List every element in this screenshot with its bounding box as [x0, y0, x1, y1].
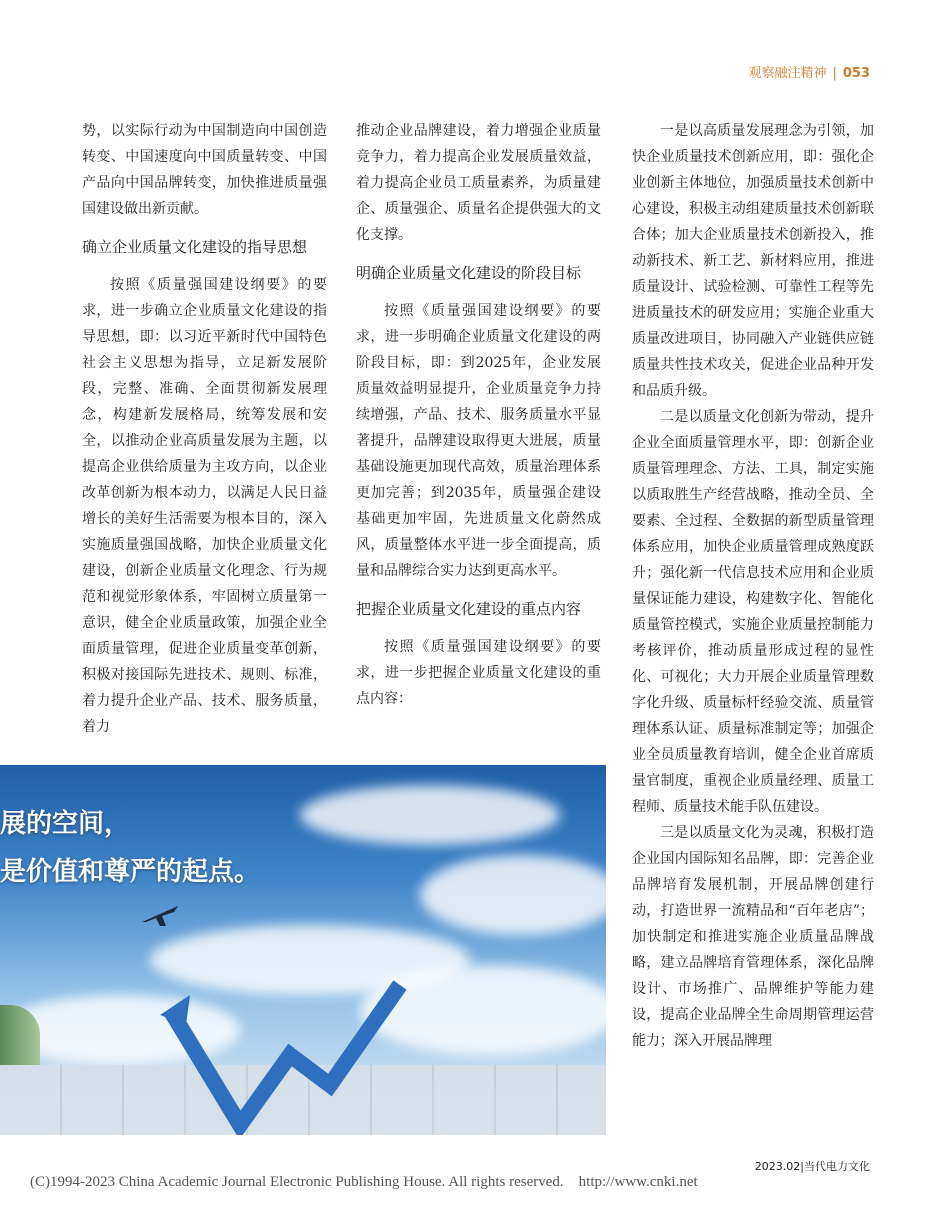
photo-slogan-line-2: 是价值和尊严的起点。 — [0, 857, 261, 887]
paragraph-point-2: 二是以质量文化创新为带动，提升企业全面质量管理水平，即：创新企业质量管理理念、方法、工具，制定实施以质取胜生产经营战略，推动全员、全要素、全过程、全数据的新型质量管理体系应用，加快企业质量管理成熟度跃升；强化新一代信息技术应用和企业质量保证能力建设，构建数字化、智能化质量管控模式，实施企业质量控制能力考核评价，推动质量形成过程的显性化、可视化；大力开展企业质量管理数字化升级、质量标杆经验交流、质量管理体系认证、质量标准制定等；加强企业全员质量教育培训，健全企业首席质量官制度，重视企业质量经理、质量工程师、质量技术能手队伍建设。 — [632, 409, 874, 815]
issue-info — [755, 1158, 870, 1174]
running-header — [748, 62, 870, 81]
subheading-guiding-ideology: 确立企业质量文化建设的指导思想 — [82, 238, 308, 256]
column-2 — [356, 118, 601, 712]
copyright-text: (C)1994-2023 China Academic Journal Electronic Publishing House. All rights reserved. — [30, 1174, 564, 1190]
growth-arrow-graphic — [90, 965, 420, 1135]
subheading-key-content: 把握企业质量文化建设的重点内容 — [356, 600, 582, 618]
paragraph-stage-goals: 按照《质量强国建设纲要》的要求，进一步明确企业质量文化建设的两阶段目标，即：到2025年，企业发展质量效益明显提升，企业质量竞争力持续增强，产品、技术、服务质量水平显著提升，品牌建设取得更大进展，质量基础设施更加现代高效，质量治理体系更加完善；到2035年，质量强企建设基础更加牢固，先进质量文化蔚然成风，质量整体水平进一步全面提高，质量和品牌综合实力达到更高水平。 — [356, 303, 601, 579]
column-1 — [82, 118, 327, 740]
paragraph-continued: 势，以实际行动为中国制造向中国创造转变、中国速度向中国质量转变、中国产品向中国品牌转变，加快推进质量强国建设做出新贡献。 — [82, 123, 327, 217]
column-3 — [632, 118, 874, 1054]
header-separator: | — [832, 66, 837, 81]
airplane-icon — [140, 900, 180, 930]
page-number: 053 — [842, 66, 870, 81]
sky-arrow-photo — [0, 765, 606, 1135]
issue-number: 2023.02 — [754, 1160, 801, 1173]
paragraph-key-content: 按照《质量强国建设纲要》的要求，进一步把握企业质量文化建设的重点内容： — [356, 639, 601, 707]
copyright-line — [30, 1174, 698, 1191]
subheading-stage-goals: 明确企业质量文化建设的阶段目标 — [356, 264, 582, 282]
section-name: 观察融注精神 — [748, 66, 827, 81]
paragraph-guiding-ideology: 按照《质量强国建设纲要》的要求，进一步确立企业质量文化建设的指导思想，即：以习近平新时代中国特色社会主义思想为指导，立足新发展阶段，完整、准确、全面贯彻新发展理念，构建新发展格局，统筹发展和安全，以推动企业高质量发展为主题，以提高企业供给质量为主攻方向，以企业改革创新为根本动力，以满足人民日益增长的美好生活需要为根本目的，深入实施质量强国战略，加快企业质量文化建设，创新企业质量文化理念、行为规范和视觉形象体系，牢固树立质量第一意识，健全企业质量政策，加强企业全面质量管理，促进企业质量变革创新，积极对接国际先进技术、规则、标准，着力提升企业产品、技术、服务质量，着力 — [82, 277, 327, 735]
magazine-name: 当代电力文化 — [804, 1160, 870, 1173]
cnki-url: http://www.cnki.net — [578, 1174, 698, 1190]
paragraph-continued: 推动企业品牌建设，着力增强企业质量竞争力，着力提高企业发展质量效益，着力提高企业员工质量素养，为质量建企、质量强企、质量名企提供强大的文化支撑。 — [356, 123, 601, 243]
photo-slogan-line-1: 展的空间， — [0, 809, 131, 839]
issue-separator: | — [800, 1160, 804, 1173]
paragraph-point-3: 三是以质量文化为灵魂，积极打造企业国内国际知名品牌，即：完善企业品牌培育发展机制，开展品牌创建行动，打造世界一流精品和“百年老店”；加快制定和推进实施企业质量品牌战略，建立品牌培育管理体系，深化品牌设计、市场推广、品牌维护等能力建设，提高企业品牌全生命周期管理运营能力；深入开展品牌理 — [632, 825, 874, 1049]
paragraph-point-1: 一是以高质量发展理念为引领，加快企业质量技术创新应用，即：强化企业创新主体地位，加强质量技术创新中心建设，积极主动组建质量技术创新联合体；加大企业质量技术创新投入，推动新技术、新工艺、新材料应用，推进质量设计、试验检测、可靠性工程等先进质量技术的研发应用；实施企业重大质量改进项目，协同融入产业链供应链质量共性技术攻关，促进企业品种开发和品质升级。 — [632, 123, 874, 399]
